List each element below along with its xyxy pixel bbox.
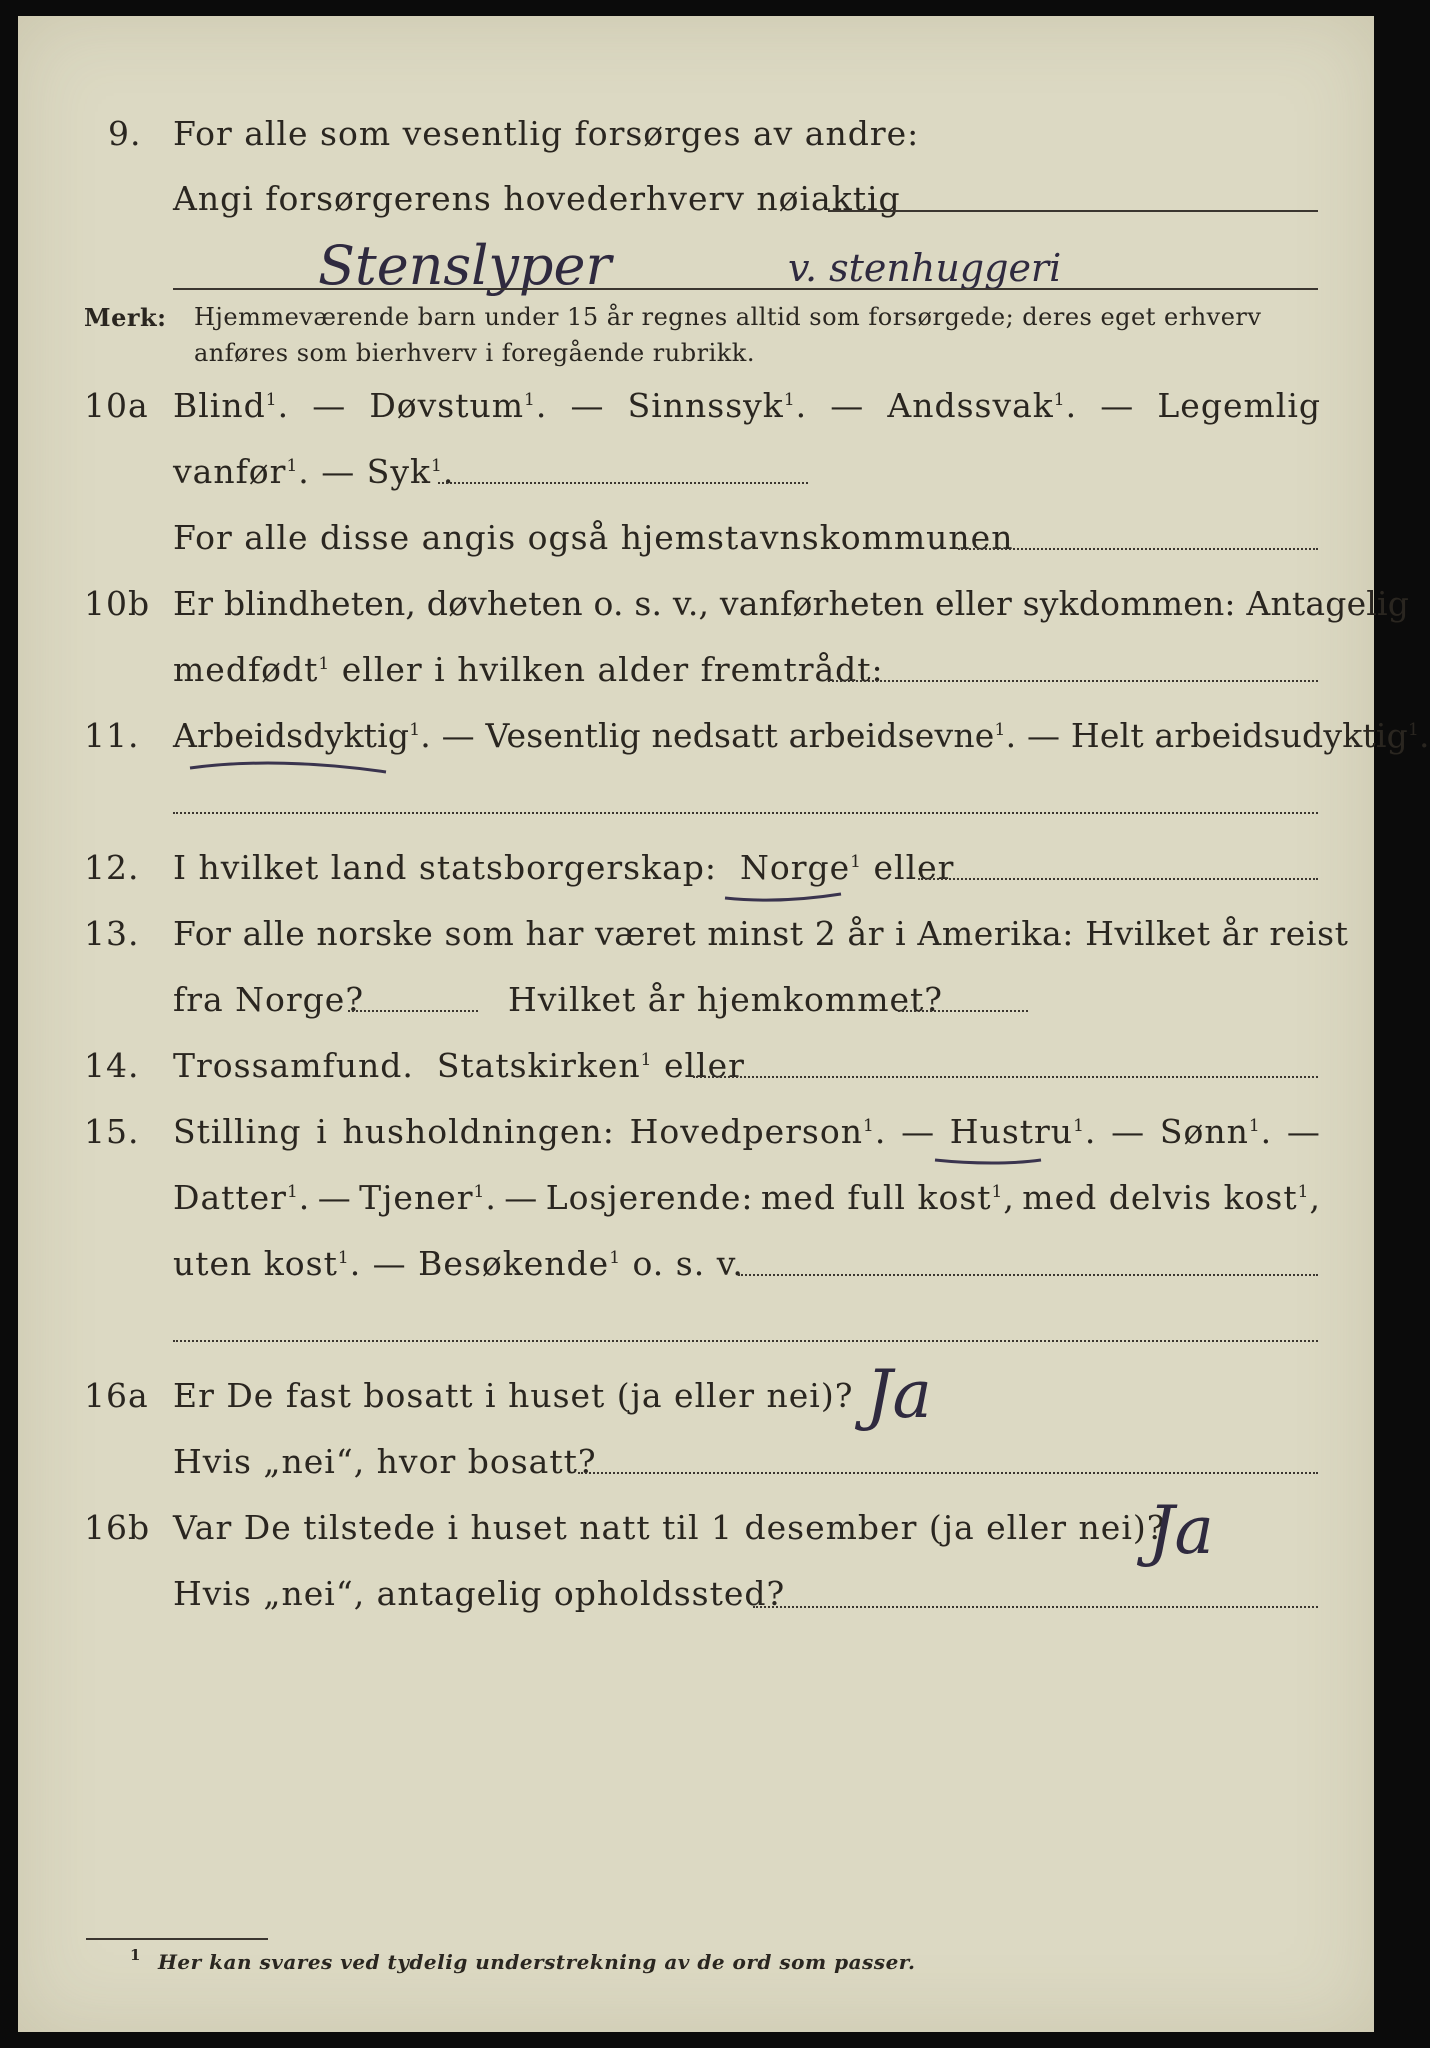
q15-hovedperson: Hovedperson$^1$. bbox=[629, 1112, 887, 1151]
q11-number: 11. bbox=[84, 716, 140, 755]
q15-dash: — bbox=[1111, 1112, 1146, 1151]
q11-underline-stroke bbox=[188, 758, 388, 778]
q15-dash: — bbox=[901, 1112, 936, 1151]
q10b-number: 10b bbox=[84, 584, 151, 623]
q15-number: 15. bbox=[84, 1112, 140, 1151]
q13-line1: For alle norske som har været minst 2 år i Amerika: Hvilket år reist bbox=[173, 914, 1349, 953]
q14-fill bbox=[693, 1076, 1318, 1078]
q16a-fill bbox=[578, 1472, 1318, 1474]
q10a-dash: — bbox=[570, 386, 605, 425]
q14-number: 14. bbox=[84, 1046, 140, 1085]
q16b-line1: Var De tilstede i huset natt til 1 desember (ja eller nei)? bbox=[173, 1508, 1166, 1547]
q10a-legemlig: Legemlig bbox=[1157, 386, 1321, 425]
q10a-andssvak: Andssvak$^1$. bbox=[887, 386, 1078, 425]
q9-note-line1: Hjemmeværende barn under 15 år regnes alltid som forsørgede; deres eget erhverv bbox=[194, 303, 1262, 331]
q11-fill bbox=[173, 812, 1318, 814]
q10a-blind: Blind$^1$. bbox=[173, 386, 290, 425]
q15-dash: — bbox=[1286, 1112, 1321, 1151]
q15-hustru-underline bbox=[933, 1154, 1043, 1170]
q10a-number: 10a bbox=[84, 386, 149, 425]
q15-line1 bbox=[173, 1112, 1321, 1151]
q9-line1: For alle som vesentlig forsørges av andre: bbox=[173, 114, 920, 153]
q10a-home-fill bbox=[958, 548, 1318, 550]
q10a-dash: — bbox=[1100, 386, 1135, 425]
footnote-text: Her kan svares ved tydelig understrekning av de ord som passer. bbox=[158, 1950, 916, 1974]
q15-delvis-kost: med delvis kost$^1$, bbox=[1022, 1178, 1321, 1217]
q13-fill-right bbox=[898, 1010, 1028, 1012]
q12-underline-stroke bbox=[723, 890, 843, 906]
q13-line2a: fra Norge? bbox=[173, 980, 365, 1019]
q12-number: 12. bbox=[84, 848, 140, 887]
q15-losjerende: Losjerende: bbox=[545, 1178, 754, 1217]
q16a-line1: Er De fast bosatt i huset (ja eller nei)? bbox=[173, 1376, 854, 1415]
q16b-number: 16b bbox=[84, 1508, 151, 1547]
q9-line2: Angi forsørgerens hovederhverv nøiaktig bbox=[173, 179, 901, 218]
q15-tjener: Tjener$^1$. bbox=[359, 1178, 497, 1217]
q15-dash: — bbox=[504, 1178, 539, 1217]
q9-answer-line2 bbox=[173, 288, 1318, 290]
q16b-handwritten-answer: Ja bbox=[1148, 1492, 1214, 1569]
q10a-line1 bbox=[173, 386, 1321, 425]
q16b-fill bbox=[753, 1606, 1318, 1608]
q16a-handwritten-answer: Ja bbox=[866, 1356, 932, 1433]
q15-line3: uten kost$^1$. — Besøkende$^1$ o. s. v. bbox=[173, 1244, 744, 1283]
q9-note-label: Merk: bbox=[84, 303, 167, 332]
q10a-dovstum: Døvstum$^1$. bbox=[369, 386, 548, 425]
footnote-rule bbox=[86, 1938, 268, 1940]
q14-line: Trossamfund. Statskirken$^1$ eller bbox=[173, 1046, 745, 1085]
q9-handwritten-occupation: Stenslyper bbox=[318, 234, 612, 297]
q15-line2 bbox=[173, 1178, 1321, 1217]
q16a-number: 16a bbox=[84, 1376, 149, 1415]
q10a-dash: — bbox=[830, 386, 865, 425]
q9-note-line2: anføres som bierhverv i foregående rubrikk. bbox=[194, 339, 755, 367]
q10a-syk-fill bbox=[438, 482, 808, 484]
q10a-line2: vanfør$^1$. — Syk$^1$. bbox=[173, 452, 455, 491]
q16a-line2: Hvis „nei“, hvor bosatt? bbox=[173, 1442, 597, 1481]
q15-sonn: Sønn$^1$. bbox=[1159, 1112, 1273, 1151]
footnote-mark: 1 bbox=[130, 1946, 141, 1964]
q10a-dash: — bbox=[312, 386, 347, 425]
q15-fill1 bbox=[738, 1274, 1318, 1276]
q12-line: I hvilket land statsborgerskap: Norge$^1$ eller bbox=[173, 848, 955, 887]
q15-word: Stilling bbox=[173, 1112, 302, 1151]
q10b-fill bbox=[828, 680, 1318, 682]
q15-dash: — bbox=[317, 1178, 352, 1217]
q13-number: 13. bbox=[84, 914, 140, 953]
q9-number: 9. bbox=[108, 114, 142, 153]
q15-datter: Datter$^1$. bbox=[173, 1178, 311, 1217]
q12-fill bbox=[918, 878, 1318, 880]
q11-line: Arbeidsdyktig$^1$. — Vesentlig nedsatt arbeidsevne$^1$. — Helt arbeidsudyktig$^1$. bbox=[173, 716, 1430, 755]
q13-fill-left bbox=[348, 1010, 478, 1012]
q16b-line2: Hvis „nei“, antagelig opholdssted? bbox=[173, 1574, 786, 1613]
q9-handwritten-extra: v. stenhuggeri bbox=[788, 246, 1062, 290]
census-form-page bbox=[18, 16, 1430, 2032]
q15-full-kost: med full kost$^1$, bbox=[760, 1178, 1015, 1217]
q15-word: i bbox=[316, 1112, 328, 1151]
q13-line2b: Hvilket år hjemkommet? bbox=[508, 980, 943, 1019]
q15-fill2 bbox=[173, 1340, 1318, 1342]
q15-word: husholdningen: bbox=[342, 1112, 615, 1151]
q15-hustru: Hustru$^1$. bbox=[949, 1112, 1097, 1151]
q10b-line1: Er blindheten, døvheten o. s. v., vanførheten eller sykdommen: Antagelig bbox=[173, 584, 1410, 623]
q10b-line2: medfødt$^1$ eller i hvilken alder fremtrådt: bbox=[173, 650, 884, 689]
q10a-line3: For alle disse angis også hjemstavnskommunen bbox=[173, 518, 1014, 557]
q9-answer-line1 bbox=[828, 210, 1318, 212]
q10a-sinnssyk: Sinnssyk$^1$. bbox=[627, 386, 808, 425]
